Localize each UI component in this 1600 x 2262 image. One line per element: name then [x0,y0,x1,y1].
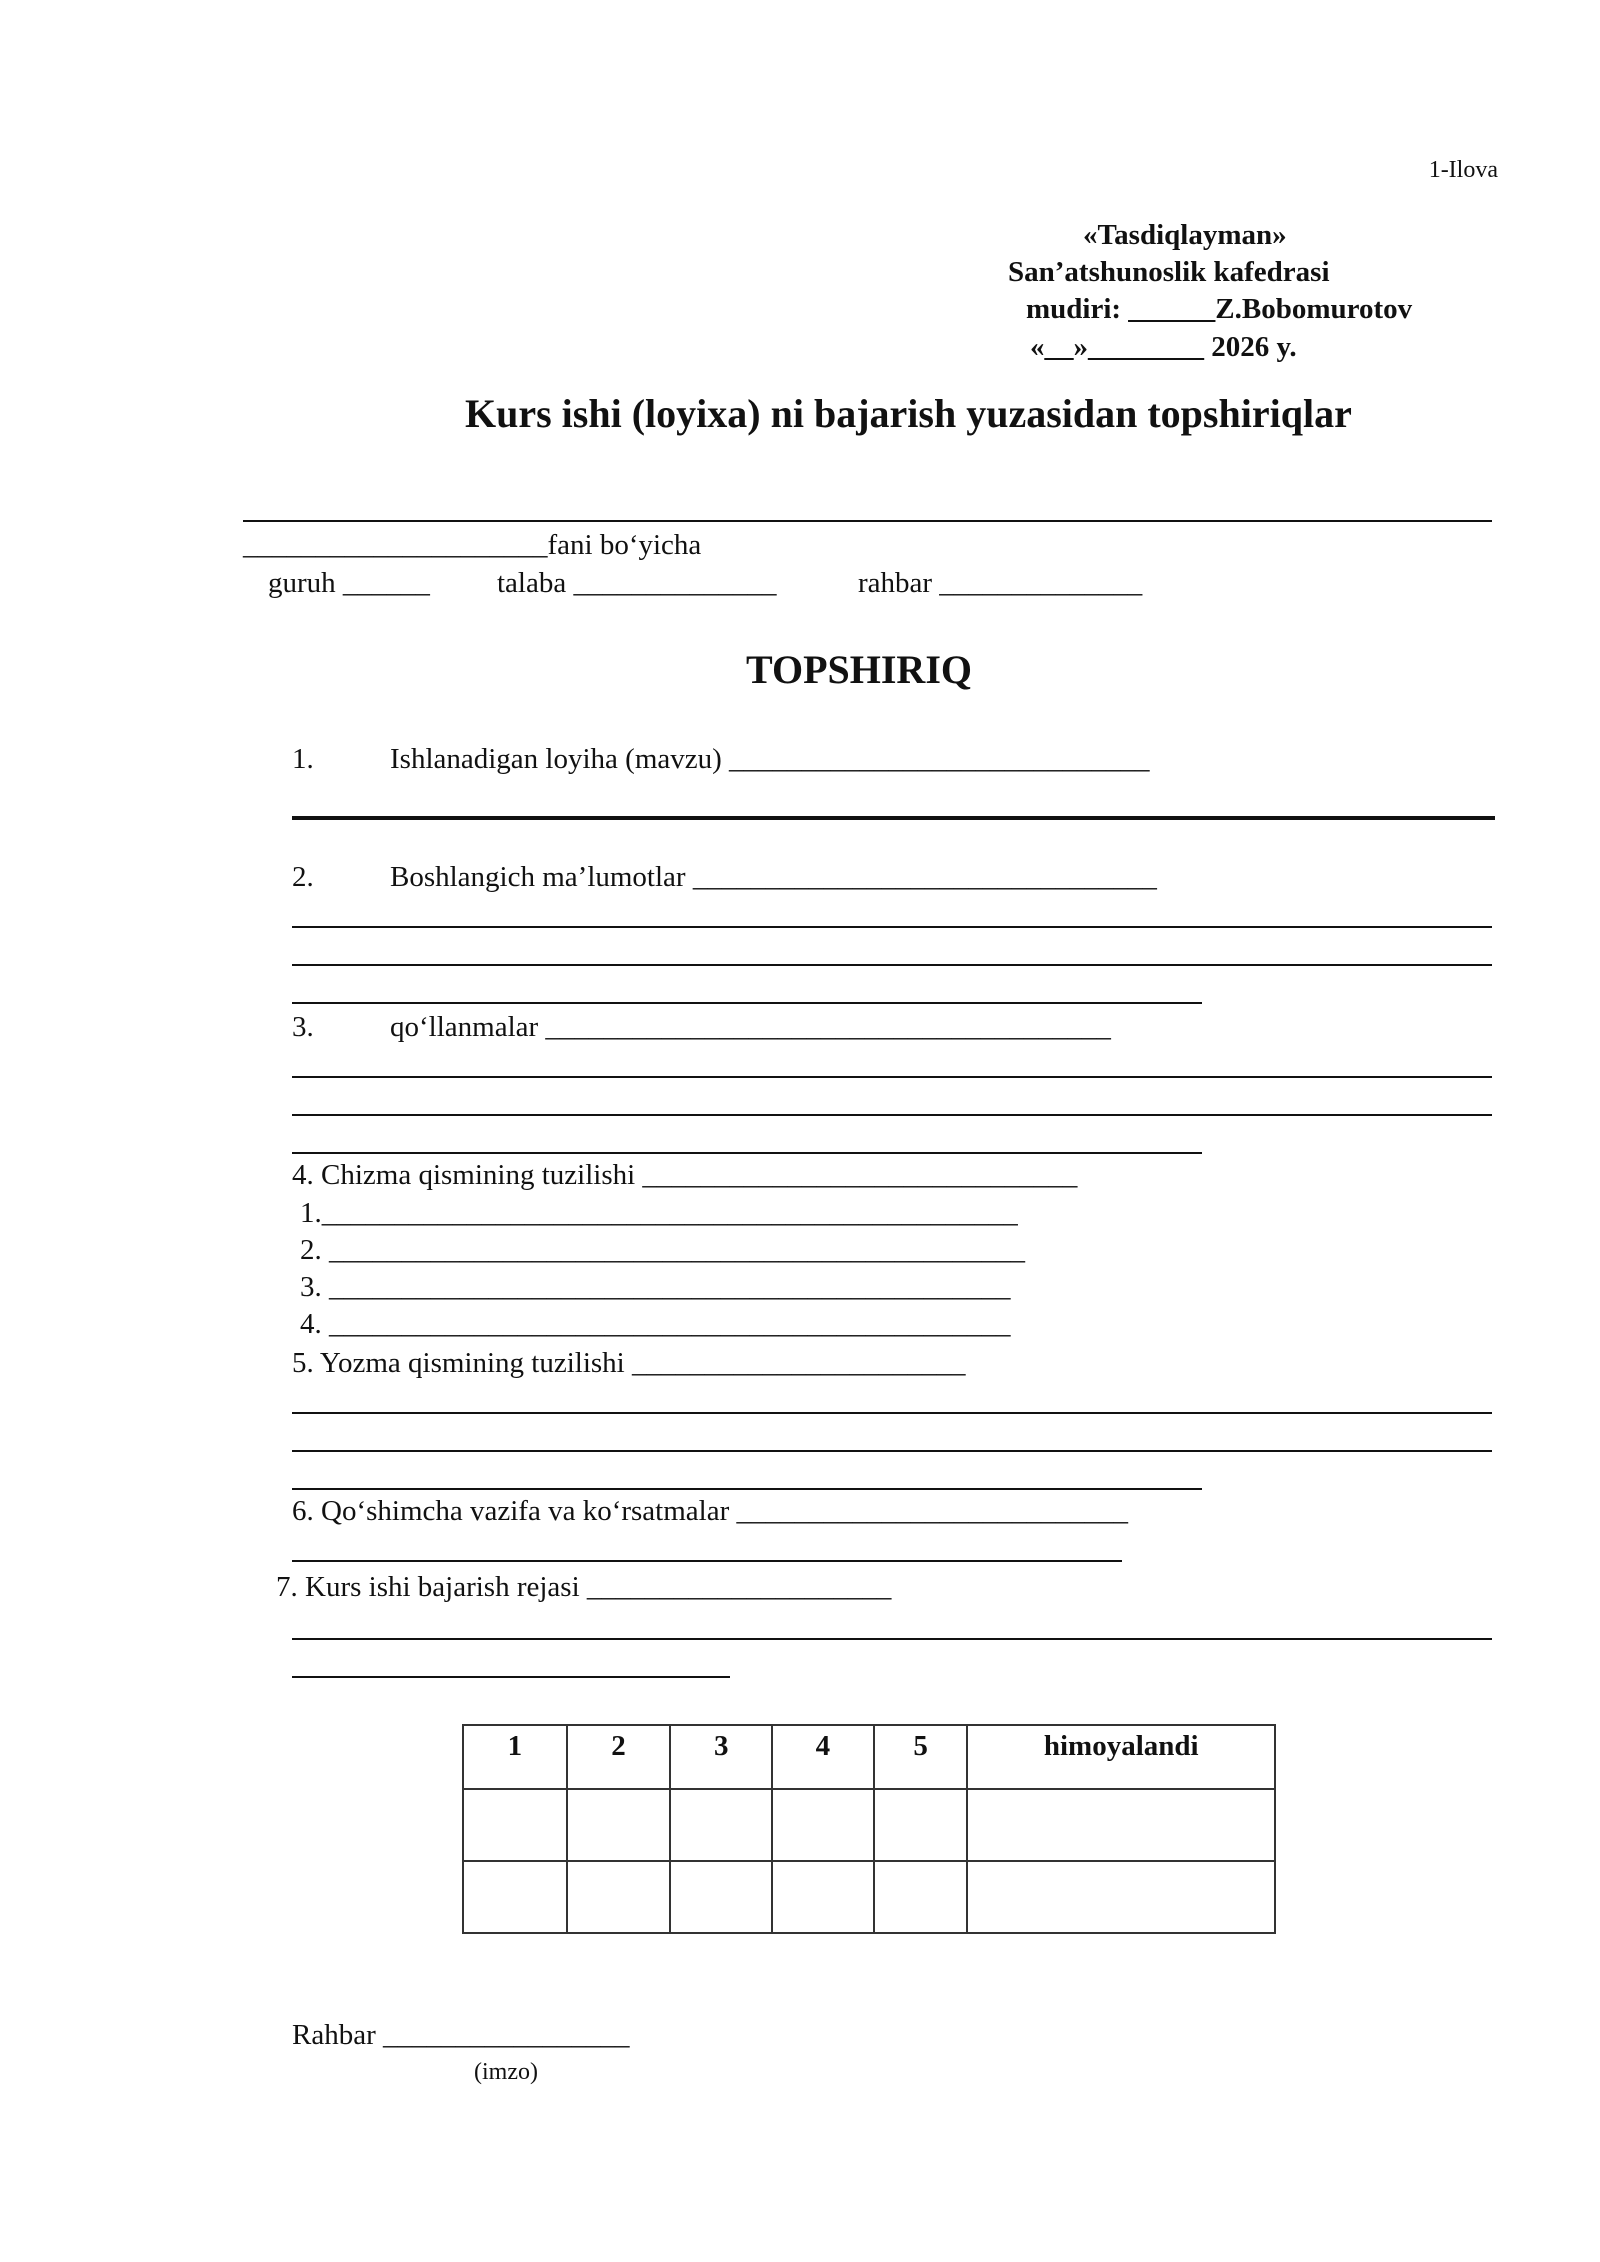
footer-supervisor: Rahbar _________________ [292,2019,630,2051]
approval-head: mudiri: ______Z.Bobomurotov [1026,293,1413,325]
table-row [463,1861,1275,1933]
item3-blank-line [292,1076,1492,1078]
item3-blank-line [292,1114,1492,1116]
table-cell [670,1789,772,1861]
item4-sub-line: 1.________________________________________________ [300,1197,1018,1229]
item4-sub-line: 4. _______________________________________________ [300,1308,1011,1340]
table-header-row [463,1725,1275,1789]
table-header-cell: 3 [670,1725,772,1789]
item3-number: 3. [292,1011,314,1043]
item1-text: Ishlanadigan loyiha (mavzu) _____________________________ [390,743,1150,775]
table-header-cell: 2 [567,1725,671,1789]
table-header-cell: himoyalandi [967,1725,1275,1789]
table-header-cell: 4 [772,1725,874,1789]
table-cell [463,1861,567,1933]
item2-blank-line [292,964,1492,966]
item4-sub-line: 3. _______________________________________________ [300,1271,1011,1303]
item7-blank-line [292,1638,1492,1640]
item5-blank-line [292,1488,1202,1490]
supervisor-label: rahbar ______________ [858,567,1143,599]
task-heading: TOPSHIRIQ [746,647,972,692]
student-label: talaba ______________ [497,567,777,599]
table-header-cell: 1 [463,1725,567,1789]
progress-table [462,1724,1276,1934]
item2-number: 2. [292,861,314,893]
item1-number: 1. [292,743,314,775]
item7-text: 7. Kurs ishi bajarish rejasi _____________________ [276,1571,892,1603]
table-cell [772,1861,874,1933]
table-row [463,1789,1275,1861]
subject-label: _____________________fani bo‘yicha [243,529,702,561]
item7-blank-line [292,1676,730,1678]
item4-sub-line: 2. ________________________________________________ [300,1234,1025,1266]
table-cell [874,1789,968,1861]
table-cell [967,1861,1275,1933]
table-cell [670,1861,772,1933]
page-title: Kurs ishi (loyixa) ni bajarish yuzasidan topshiriqlar [465,391,1352,436]
appendix-label: 1-Ilova [1428,157,1498,183]
table-header-cell: 5 [874,1725,968,1789]
item2-text: Boshlangich ma’lumotlar ________________________________ [390,861,1157,893]
item5-text: 5. Yozma qismining tuzilishi _______________________ [292,1347,966,1379]
item1-divider [292,816,1495,820]
signature-caption: (imzo) [474,2059,538,2085]
item5-blank-line [292,1412,1492,1414]
table-cell [874,1861,968,1933]
item5-blank-line [292,1450,1492,1452]
approval-department: San’atshunoslik kafedrasi [1008,256,1330,288]
table-cell [567,1789,671,1861]
subject-blank-line [243,520,1492,522]
item2-blank-line [292,1002,1202,1004]
approval-heading: «Tasdiqlayman» [1083,219,1287,251]
item3-text: qo‘llanmalar _______________________________________ [390,1011,1111,1043]
item6-blank-line [292,1560,1122,1562]
table-cell [567,1861,671,1933]
table-cell [772,1789,874,1861]
group-label: guruh ______ [268,567,430,599]
item3-blank-line [292,1152,1202,1154]
item2-blank-line [292,926,1492,928]
table-cell [967,1789,1275,1861]
approval-date: «__»________ 2026 y. [1030,331,1297,363]
item4-text: 4. Chizma qismining tuzilishi ______________________________ [292,1159,1078,1191]
table-cell [463,1789,567,1861]
item6-text: 6. Qo‘shimcha vazifa va ko‘rsatmalar ___________________________ [292,1495,1128,1527]
